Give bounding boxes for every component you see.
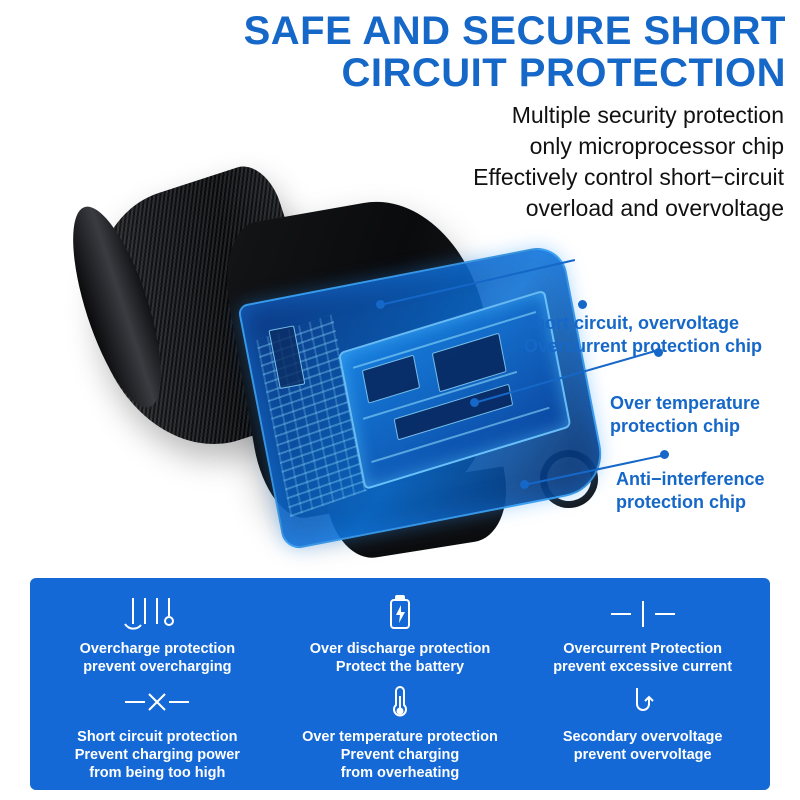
feature-1-line-1: Overcharge protection [79,641,236,657]
feature-6-text [563,728,723,764]
feature-3-line-1: Overcurrent Protection [563,641,723,657]
feature-5-line-2: Prevent charging [340,746,460,763]
feature-3-text [553,640,732,676]
page-subtitle-line-1: Multiple security protection [511,102,784,128]
callout-1-line-2: Overcurrent protection chip [524,335,763,356]
page-title-line-1: SAFE AND SECURE SHORT [243,9,786,53]
feature-4-line-2: Prevent charging power [74,746,240,763]
feature-2-line-2: Protect the battery [335,659,465,676]
feature-4-line-3: from being too high [89,764,226,781]
feature-2-text [310,640,491,676]
feature-short-circuit-protection [36,680,279,782]
feature-5-line-3: from overheating [340,764,460,781]
feature-secondary-overvoltage [521,680,764,782]
feature-overcurrent-protection [521,592,764,680]
feature-1-text [80,640,236,676]
feature-5-text [302,728,498,782]
callout-2-line-2: protection chip [610,415,740,436]
callout-anti-interference [616,468,765,513]
page-subtitle-line-3: Effectively control short−circuit [473,164,784,191]
page-title-line-2: CIRCUIT PROTECTION [341,51,786,95]
callout-3-line-2: protection chip [616,491,746,512]
feature-over-discharge-protection [279,592,522,680]
feature-over-temperature-protection [279,680,522,782]
callout-3-line-1: Anti−interference [616,469,765,489]
callout-dot-1 [578,300,587,309]
thermometer-icon [383,680,417,724]
feature-overcharge-protection [36,592,279,680]
feature-5-line-1: Over temperature protection [302,728,498,745]
features-grid [36,592,764,782]
battery-bolt-icon [380,592,420,636]
feature-4-line-1: Short circuit protection [77,728,238,745]
page-subtitle-line-4: overload and overvoltage [525,195,784,222]
feature-4-text [75,728,240,782]
feature-6-line-1: Secondary overvoltage [562,728,723,745]
secondary-overvoltage-icon [623,680,663,724]
feature-3-line-2: prevent excessive current [553,659,733,676]
overcharge-icon [119,592,195,636]
feature-6-line-2: prevent overvoltage [573,746,712,763]
pcb-chip-2 [432,333,507,393]
callout-over-temperature [610,392,760,437]
short-circuit-icon [117,680,197,724]
callout-dot-3 [660,450,669,459]
page-subtitle-line-2: only microprocessor chip [529,133,784,160]
callout-1-line-1: short circuit, overvoltage [524,313,740,333]
callout-2-line-1: Over temperature [610,393,761,413]
page-title [226,10,786,94]
callout-short-circuit-overvoltage [524,312,762,357]
overcurrent-icon [603,592,683,636]
features-panel [30,578,770,790]
feature-2-line-1: Over discharge protection [309,641,491,657]
feature-1-line-2: prevent overcharging [83,659,232,676]
